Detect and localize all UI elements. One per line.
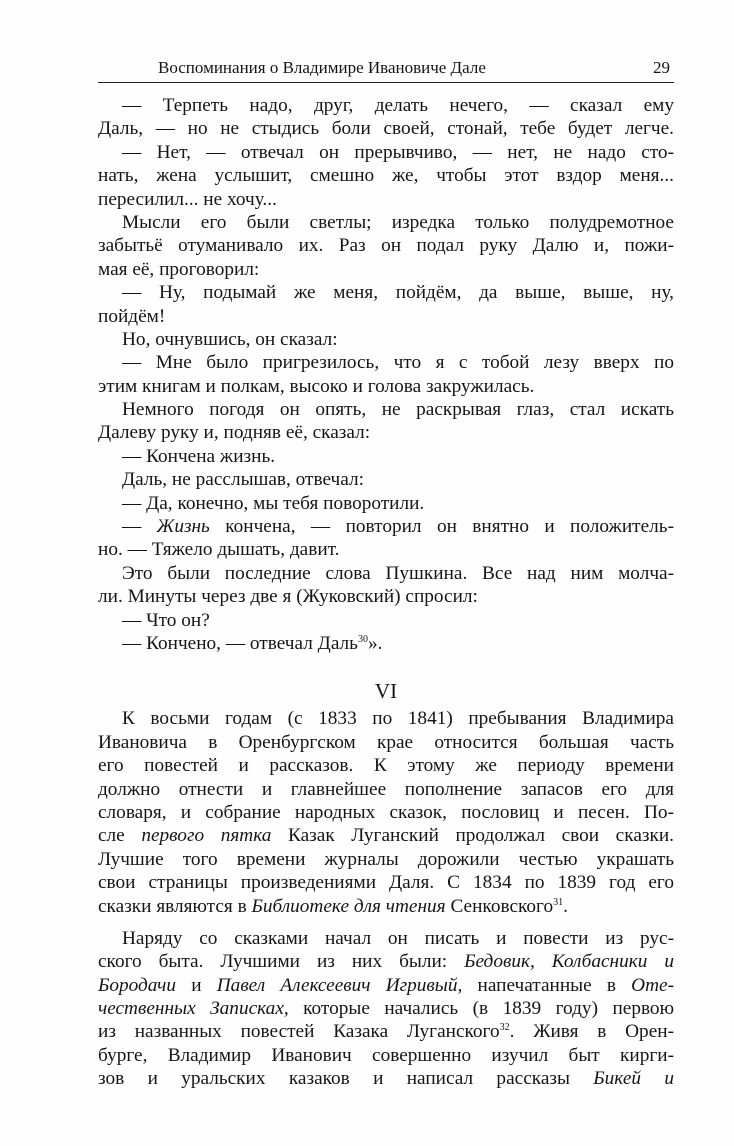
text-line: Лучшие того времени журналы дорожили честью украшать [98,848,674,870]
text-line: Немного погодя он опять, не раскрывая глаз, стал искать [122,399,674,421]
text-line [98,895,674,918]
text-line: Мысли его были светлы; изредка только полудремотное [122,211,674,233]
italic-text: Оте- [631,974,674,996]
footnote-ref: 31 [553,896,564,908]
text-line: Далеву руку и, подняв её, сказал: [98,422,371,444]
italic-text: чественных Записках, [98,998,289,1020]
text-line: Но, очнувшись, он сказал: [122,328,338,350]
text-span: — [122,516,157,538]
italic-text: Жизнь [156,516,210,538]
text-line: — Кончена жизнь. [122,445,276,467]
text-line [98,632,674,655]
text-line: бурге, Владимир Иванович совершенно изучил быт кирги- [98,1044,674,1066]
italic-text: Бедовик, Колбасники и [464,951,674,973]
text-line: нать, жена услышит, смешно же, чтобы этот вздор меня... [98,165,674,187]
footnote-ref: 32 [499,1022,510,1034]
text-line: пойдём! [98,305,166,327]
page-number: 29 [653,58,670,77]
text-span: и [176,974,217,996]
italic-text: Библиотеке для чтения [251,895,446,917]
italic-text: Бородачи [98,974,177,996]
text-line: мая её, проговорил: [98,258,260,280]
text-line: Даль, не расслышав, отвечал: [122,469,364,491]
italic-text: первого пятка [141,825,272,847]
text-span: Сенковского [445,895,554,917]
paragraph-gap [98,918,674,927]
text-span: ского быта. Лучшими из них были: [98,951,465,973]
running-title: Воспоминания о Владимире Ивановиче Дале [158,58,486,77]
text-line [98,515,674,538]
text-line: Даль, — но не стыдись боли своей, стонай, тебе будет легче. [98,118,674,140]
text-line: словаря, и собрание народных сказок, пословиц и песен. По- [98,801,674,823]
text-line [98,824,674,847]
text-line: его повестей и рассказов. К этому же периоду времени [98,755,674,777]
text-line: — Ну, подымай же меня, пойдём, да выше, выше, ну, [122,282,674,304]
text-span: . [563,895,568,917]
text-line: Наряду со сказками начал он писать и повести из рус- [122,927,674,949]
text-line [98,1067,674,1090]
text-span: кончена, — повторил он внятно и положитель- [209,516,674,538]
text-line [98,1020,674,1043]
text-span: напечатанные в [462,974,632,996]
text-line: К восьми годам (с 1833 по 1841) пребывания Владимира [122,708,674,730]
italic-text: Бикей и [593,1068,674,1090]
text-span: . Живя в Орен- [509,1021,674,1043]
text-line: Это были последние слова Пушкина. Все над ним молча- [122,562,674,584]
text-line: забытьё отуманивало их. Раз он подал руку Далю и, пожи- [98,235,674,257]
text-line: — Нет, — отвечал он прерывчиво, — нет, не надо сто- [122,141,674,163]
text-span: сле [98,825,142,847]
text-line: — Мне было пригрезилось, что я с тобой лезу вверх по [122,352,674,374]
text-line: свои страницы произведениями Даля. С 1834 по 1839 год его [98,872,674,894]
page-body [98,94,674,1091]
section-heading: VI [374,679,398,704]
text-span: сказки являются в [98,895,252,917]
text-line [98,997,674,1020]
text-line: — Да, конечно, мы тебя поворотили. [122,492,425,514]
text-line [98,950,674,973]
text-span: Казак Луганский продолжал свои сказки. [271,825,674,847]
text-line: но. — Тяжело дышать, давит. [98,539,340,561]
text-span: ». [367,632,383,654]
text-line: — Терпеть надо, друг, делать нечего, — сказал ему [122,95,674,116]
text-span: которые начались (в 1839 году) первою [288,998,674,1020]
running-header [98,58,674,83]
text-line: Ивановича в Оренбургском крае относится большая часть [98,731,674,753]
text-line: этим книгам и полкам, высоко и голова закружилась. [98,375,535,397]
text-line: ли. Минуты через две я (Жуковский) спросил: [98,586,478,608]
text-line: пересилил... не хочу... [98,188,277,210]
text-line: должно отнести и главнейшее пополнение запасов его для [98,778,674,800]
text-span: — Кончено, — отвечал Даль [122,632,358,654]
text-line: — Что он? [122,609,210,631]
text-span: из названных повестей Казака Луганского [98,1021,500,1043]
italic-text: Павел Алексеевич Игривый, [216,974,463,996]
text-span: зов и уральских казаков и написал рассказы [98,1068,594,1090]
text-line [98,974,674,997]
footnote-ref: 30 [357,633,368,645]
